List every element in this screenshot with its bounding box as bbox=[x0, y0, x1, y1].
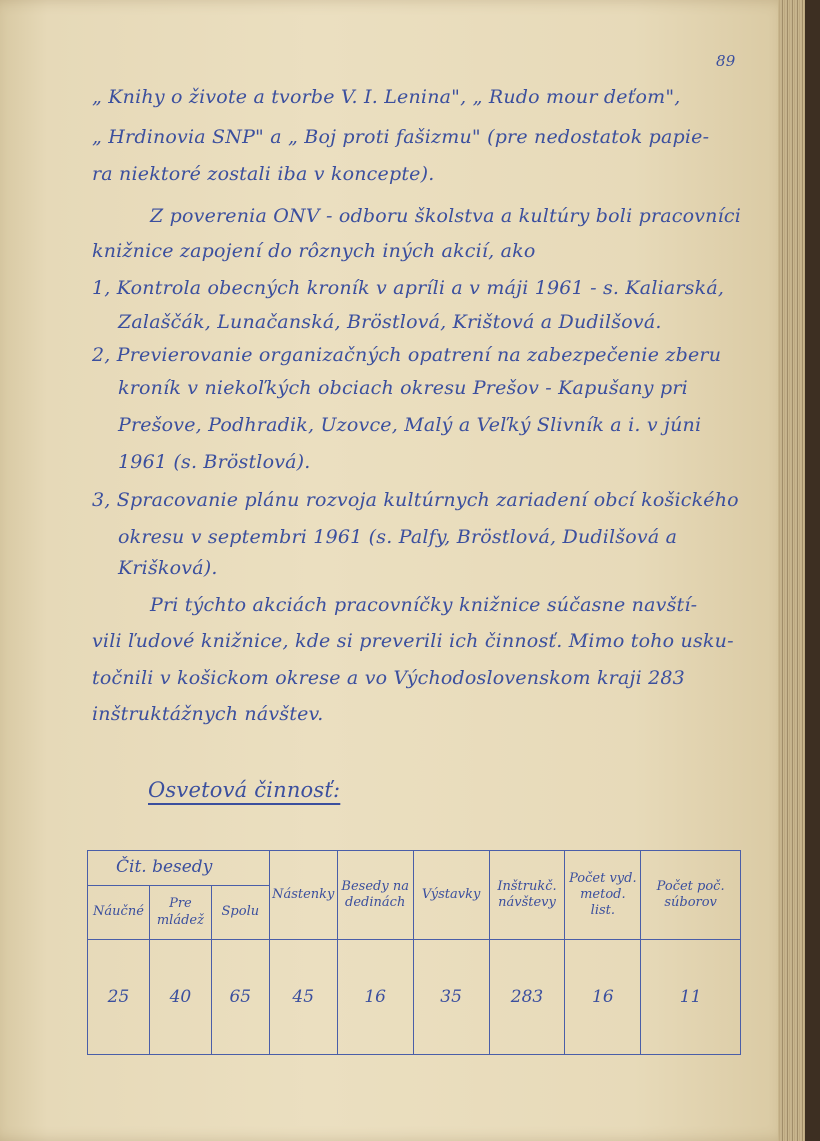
table-header-cell: Počet poč. súborov bbox=[641, 851, 741, 940]
table-cell: 16 bbox=[337, 940, 413, 1055]
table-cell: 16 bbox=[565, 940, 641, 1055]
text-line: točnili v košickom okrese a vo Východoslovenskom kraji 283 bbox=[92, 667, 685, 689]
text-line: „ Knihy o živote a tvorbe V. I. Lenina", „ Rudo mour deťom", bbox=[92, 86, 681, 108]
text-line: Krišková). bbox=[118, 557, 218, 579]
page-number: 89 bbox=[716, 52, 736, 70]
table-header-cell: Spolu bbox=[211, 886, 269, 940]
list-item-3: 3, Spracovanie plánu rozvoja kultúrnych zariadení obcí košického bbox=[92, 489, 739, 511]
table-header-cell: Besedy na dedinách bbox=[337, 851, 413, 940]
text-line: Z poverenia ONV - odboru školstva a kultúry boli pracovníci bbox=[150, 205, 742, 227]
table-cell: 40 bbox=[149, 940, 211, 1055]
text-line: ra niektoré zostali iba v koncepte). bbox=[92, 163, 435, 185]
text-line: Pri týchto akciách pracovníčky knižnice súčasne navští- bbox=[150, 594, 698, 616]
table-header-cell: Pre mládež bbox=[149, 886, 211, 940]
list-item-2: 2, Previerovanie organizačných opatrení na zabezpečenie zberu bbox=[92, 344, 722, 366]
table-header-cell: Náučné bbox=[88, 886, 150, 940]
text-line: „ Hrdinovia SNP" a „ Boj proti fašizmu" (pre nedostatok papie- bbox=[92, 126, 710, 148]
book-cover-edge bbox=[805, 0, 820, 1141]
table-header-cell: Nástenky bbox=[269, 851, 337, 940]
table-cell: 25 bbox=[88, 940, 150, 1055]
text-line: Prešove, Podhradik, Uzovce, Malý a Veľký Slivník a i. v júni bbox=[118, 414, 702, 436]
list-item-1: 1, Kontrola obecných kroník v apríli a v máji 1961 - s. Kaliarská, bbox=[92, 277, 725, 299]
table-header-row bbox=[88, 851, 741, 886]
table-cell: 35 bbox=[413, 940, 489, 1055]
text-line: inštruktážnych návštev. bbox=[92, 703, 324, 725]
table-row bbox=[88, 940, 741, 1055]
table-header-cell: Inštrukč. návštevy bbox=[489, 851, 565, 940]
table-cell: 45 bbox=[269, 940, 337, 1055]
statistics-table bbox=[87, 850, 741, 1055]
section-title: Osvetová činnosť: bbox=[148, 778, 341, 802]
text-line: 1961 (s. Bröstlová). bbox=[118, 451, 311, 473]
text-line: knižnice zapojení do rôznych iných akcií, ako bbox=[92, 240, 536, 262]
table-cell: 283 bbox=[489, 940, 565, 1055]
text-line: Zalaščák, Lunačanská, Bröstlová, Krištová a Dudilšová. bbox=[118, 311, 662, 333]
table-cell: 11 bbox=[641, 940, 741, 1055]
table-header-cell: Výstavky bbox=[413, 851, 489, 940]
table-group-header: Čit. besedy bbox=[88, 851, 270, 886]
table-header-cell: Počet vyd. metod. list. bbox=[565, 851, 641, 940]
table-cell: 65 bbox=[211, 940, 269, 1055]
text-line: vili ľudové knižnice, kde si preverili ich činnosť. Mimo toho usku- bbox=[92, 630, 734, 652]
text-line: okresu v septembri 1961 (s. Palfy, Bröstlová, Dudilšová a bbox=[118, 526, 678, 548]
text-line: kroník v niekoľkých obciach okresu Prešov - Kapušany pri bbox=[118, 377, 688, 399]
